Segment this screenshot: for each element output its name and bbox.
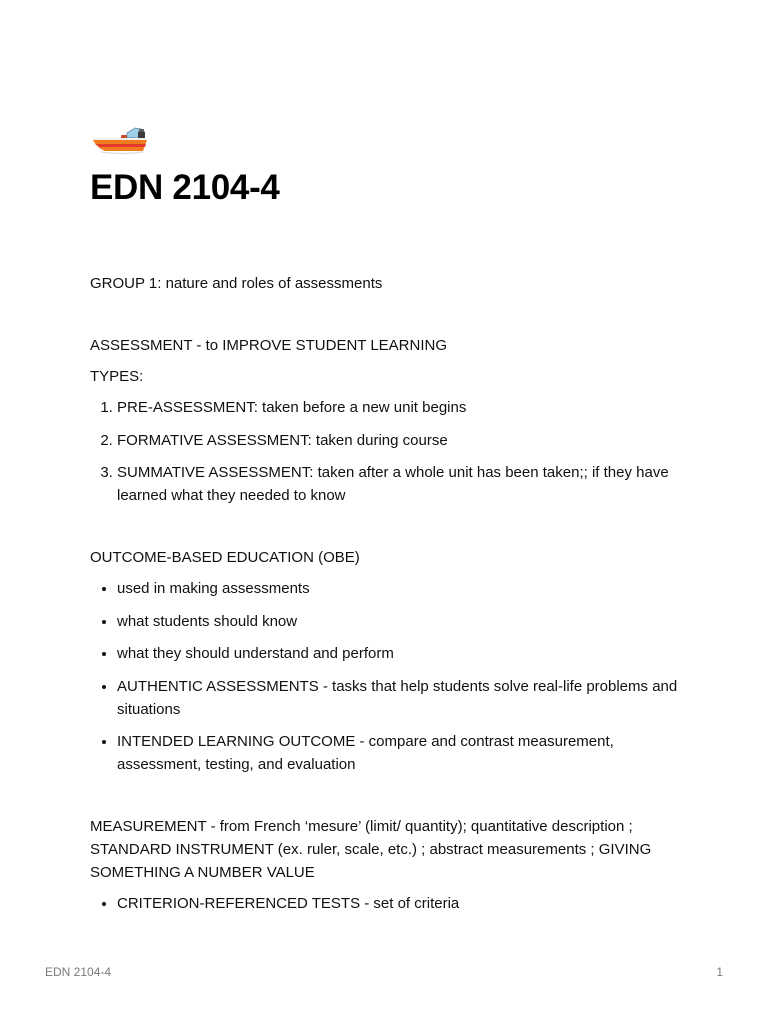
page-title: EDN 2104-4 <box>90 168 280 207</box>
list-item: • what students should know <box>117 610 680 633</box>
list-item: • CRITERION-REFERENCED TESTS - set of criteria <box>117 892 680 915</box>
types-label: TYPES: <box>90 368 144 385</box>
speedboat-icon <box>91 124 149 158</box>
list-item: • used in making assessments <box>117 577 680 600</box>
types-list <box>90 396 680 507</box>
list-item: 3. SUMMATIVE ASSESSMENT: taken after a whole unit has been taken;; if they have learned what they needed to know <box>117 461 680 507</box>
obe-list <box>90 577 680 776</box>
measurement-paragraph: MEASUREMENT - from French ‘mesure’ (limit/ quantity); quantitative description ; STANDARD INSTRUMENT (ex. ruler, scale, etc.) ; abstract measurements ; GIVING SOMETHING A NUMBER VALUE <box>90 818 652 881</box>
footer-title: EDN 2104-4 <box>45 965 112 979</box>
footer-page-number: 1 <box>716 965 723 979</box>
assessment-heading: ASSESSMENT - to IMPROVE STUDENT LEARNING <box>90 337 448 354</box>
list-item: 2. FORMATIVE ASSESSMENT: taken during course <box>117 429 680 452</box>
measurement-list <box>90 892 680 915</box>
list-item: • AUTHENTIC ASSESSMENTS - tasks that help students solve real-life problems and situations <box>117 675 680 721</box>
group-heading: GROUP 1: nature and roles of assessments <box>90 275 383 292</box>
list-item: • what they should understand and perform <box>117 642 680 665</box>
list-item: 1. PRE-ASSESSMENT: taken before a new unit begins <box>117 396 680 419</box>
document-body <box>90 124 680 915</box>
list-item: • INTENDED LEARNING OUTCOME - compare and contrast measurement, assessment, testing, and evaluation <box>117 730 680 776</box>
obe-heading: OUTCOME-BASED EDUCATION (OBE) <box>90 549 360 566</box>
